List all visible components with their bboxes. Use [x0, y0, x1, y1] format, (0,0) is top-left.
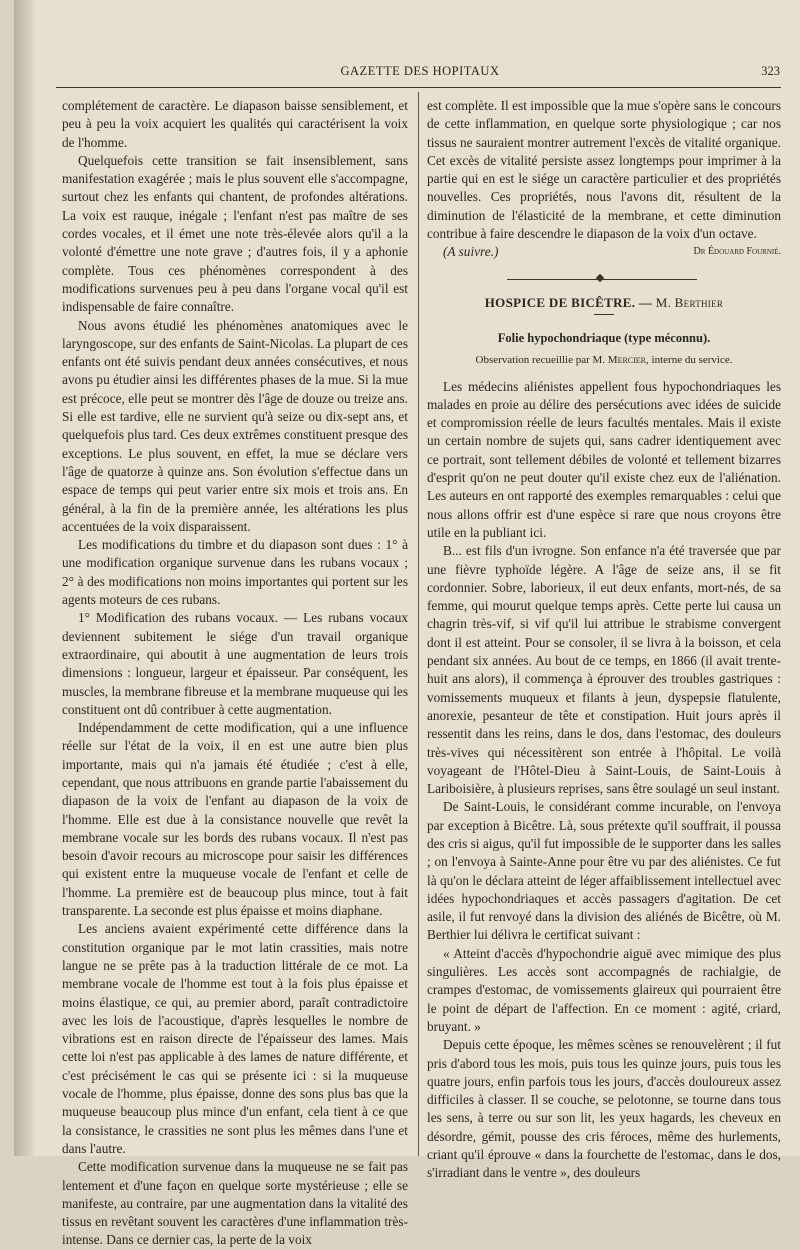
- page-binding-shadow: [14, 0, 36, 1156]
- paragraph: Indépendamment de cette modification, qui a une influence réelle sur l'état de la voix, il en est une autre bien plus importante, mais qui n'a jamais été étudiée ; c'est à elle, cependant, que nous attribuons en grande partie l'abaissement du diapason de la voix de l'enfant au diapason de la voix de l'homme. Elle est due à la consistance nouvelle que revêt la membrane vocale sur les bords des rubans vocaux. Il n'est pas besoin d'avoir recours au microscope pour saisir les différences qui existent entre la muqueuse vocale de l'enfant et celle de l'homme. La première est de beaucoup plus mince, tout à fait transparente. La seconde est plus épaisse et moins diaphane.: [62, 720, 408, 919]
- paragraph: 1° Modification des rubans vocaux. — Les rubans vocaux deviennent subitement le siége d'un travail organique extraordinaire, qui aboutit à une augmentation de leurs trois dimensions : longueur, largeur et épaisseur. Par conséquent, les muscles, la membrane fibreuse et la membrane muqueuse qui les constituent ont dû contribuer à cette augmentation.: [62, 610, 408, 717]
- header-rule: [56, 87, 781, 88]
- paragraph: Quelquefois cette transition se fait insensiblement, sans manifestation exagérée ; mais le plus souvent elle s'accompagne, surtout chez les enfants qui chantent, de profondes altérations. La voix est rauque, inégale ; l'enfant n'est pas maître de ses cordes vocales, et il émet une note très-élevée alors qu'il a la volonté d'émettre une note grave ; d'autres fois, il y a aphonie complète. Tous ces phénomènes correspondent à des modifications survenues peu à peu dans l'organe vocal qu'il est indispensable de faire connaître.: [62, 152, 408, 315]
- paragraph: Depuis cette époque, les mêmes scènes se renouvelèrent ; il fut pris d'abord tous les mois, puis tous les quinze jours, puis tous les quatre jours, enfin parfois tous les jours, d'accès douloureux assez difficiles à classer. Il se couche, se pelotonne, se tourne dans tous les sens, à terre ou sur son lit, les yeux hagards, les cheveux en désordre, gémit, pousse des cris féroces, même des hurlements, criant qu'il éprouve « dans la fourchette de l'estomac, dans le dos, s'irradiant dans le ventre », des douleurs: [427, 1037, 781, 1181]
- paragraph: Les médecins aliénistes appellent fous hypochondriaques les malades en proie au délire des persécutions avec idées de suicide et compromission réelle de leurs facultés mentales. Mais il existe un certain nombre de sujets qui, sans cadrer identiquement avec ce portrait, sont tellement débiles de volonté et tellement bizarres d'esprit qu'on ne peut douter qu'il existe chez eux de l'aliénation. Les auteurs en ont rapporté des exemples remarquables : celui que nous allons offrir est d'une espèce si rare que nous croyons être utile en la publiant ici.: [427, 378, 781, 540]
- paragraph: Nous avons étudié les phénomènes anatomiques avec le laryngoscope, sur des enfants de Saint-Nicolas. La plupart de ces enfants ont été suivis pendant deux années consécutives, et nous avons pu étudier ainsi les différentes phases de la mue. Si la mue est précoce, elle peut se montrer dès l'âge de douze ou treize ans. Si elle est tardive, elle ne survient qu'à seize ou dix-sept ans, et quelquefois plus tard. Ces deux extrêmes constituent presque des exceptions. Le plus souvent, en effet, la mue se déclare vers l'âge de quatorze à quinze ans. Son évolution s'effectue dans un espace de temps qui peut varier entre six mois et trois ans. En général, à la fin de la première année, les altérations les plus accentuées de la voix disparaissent.: [62, 317, 409, 534]
- to-be-continued: (A suivre.): [443, 244, 499, 260]
- continuation-text: est complète. Il est impossible que la mue s'opère sans le concours de cette inflammation, en quelque sorte physiologique ; car nos tissus ne sauraient montrer autrement l'excès de vitalité organique. Cet excès de vitalité persiste assez longtemps pour imprimer à la partie qui en est le siége un caractère particulier et des propriétés nouvelles. Ces propriétés, nous l'avons dit, résultent de la diminution de l'élasticité de la membrane, et cette diminution contribue à faire descendre le diapason de la voix d'un octave.: [427, 98, 781, 242]
- author-signature: Dr Édouard Fournié.: [693, 246, 781, 258]
- journal-title: GAZETTE DES HOPITAUX: [340, 64, 500, 78]
- paragraph: Les anciens avaient expérimenté cette différence dans la constitution organique par le mot latin crassities, mais notre langue ne se prête pas à la traduction littérale de ce mot. La membrane vocale de l'homme est tout à la fois plus épaisse et moins élastique, ce qui, au premier abord, paraît contradictoire avec les lois de l'acoustique, d'après lesquelles le nombre de vibrations est en raison directe de l'épaisseur des lames. Mais cette loi n'est pas applicable à des lames de nature différente, et c'est précisément le cas qui se présente ici : si la muqueuse vocale de l'homme, plus épaisse, donne des sons plus bas que la muqueuse beaucoup plus mince d'un enfant, cela tient à ce que la consistance, le crassities ne sont plus les mêmes dans l'une et dans l'autre.: [62, 921, 408, 1156]
- paragraph: De Saint-Louis, le considérant comme incurable, on l'envoya par exception à Bicêtre. Là, sous prétexte qu'il souffrait, il poussa des cris si aigus, qu'il fut impossible de le supporter dans les salles ; on l'envoya à Sainte-Anne pour être vu par des aliénistes. Ce fut là qu'on le déclara atteint de léger affaiblissement intellectuel avec idées hypochondriaques et accès passagers d'agitation. De cet asile, il fut renvoyé dans la division des aliénés de Bicêtre, où M. Berthier lui délivra le certificat suivant :: [427, 799, 781, 943]
- observation-suffix: interne du service.: [651, 354, 733, 367]
- section-title: [427, 294, 781, 312]
- right-column: [427, 97, 781, 1183]
- paragraph: Cette modification survenue dans la muqueuse ne se fait pas lentement et d'une façon en quelque sorte mystérieuse ; elle se manifeste, au contraire, par une augmentation dans la vitalité des tissus en revêtant souvent les caractères d'une inflammation très-intense. Dans ce dernier cas, la perte de la voix: [62, 1159, 408, 1248]
- article-title: Folie hypochondriaque (type méconnu).: [497, 330, 711, 345]
- section-separator: [427, 272, 781, 288]
- left-column: [62, 97, 408, 1250]
- page-header: [60, 62, 780, 86]
- paragraph: B... est fils d'un ivrogne. Son enfance n'a été traversée que par une fièvre typhoïde légère. A l'âge de seize ans, il se fit cordonnier. Sobre, laborieux, il eut deux enfants, mort-nés, de sa femme, qui mourut quelque temps après. Cette perte lui causa un chagrin très-vif, si vif qu'il lui attribue le strabisme convergent dont il est atteint. Pour se consoler, il se livra à la boisson, et cela pendant six années. Au bout de ce temps, en 1866 (il avait trente-huit ans alors), il commença à éprouver des troubles gastriques : vomissements muqueux et filants à jeun, dyspepsie flatulente, anorexie, pesanteur de tête et constipation. Huit jours après il ressentit dans les reins, dans le dos, dans l'estomac, des douleurs très-vives qui nécessitèrent son entrée à l'hôpital. Le voilà voyageant de l'Hôtel-Dieu à Saint-Louis, de Saint-Louis à Lariboisière, à plusieurs reprises, sans être soulagé un seul instant.: [427, 543, 781, 797]
- section-title-text: HOSPICE DE BICÊTRE. —: [484, 294, 653, 310]
- page-number: 323: [761, 64, 780, 78]
- short-rule: [594, 314, 614, 315]
- observation-prefix: Observation recueillie par: [475, 354, 590, 367]
- paragraph: Les modifications du timbre et du diapason sont dues : 1° à une modification organique survenue dans les rubans vocaux ; 2° à des modifications non moins importantes qui portent sur les agents moteurs de ces rubans.: [62, 537, 408, 608]
- section-author: M. Berthier: [655, 294, 724, 310]
- column-divider: [418, 92, 419, 1156]
- observation-author: M. Mercier,: [592, 354, 649, 367]
- observation-credit: [427, 351, 781, 369]
- paragraph: complétement de caractère. Le diapason baisse sensiblement, et peu à peu la voix acquiert les qualités qui caractérisent la voix de l'homme.: [62, 98, 408, 150]
- paragraph: « Atteint d'accès d'hypochondrie aiguë avec mimique des plus singulières. Les accès sont accompagnés de rachialgie, de crampes d'estomac, de vomissements glaireux qui pourraient être le point de départ de l'affection. En ce moment : agité, criard, bruyant. »: [427, 945, 781, 1034]
